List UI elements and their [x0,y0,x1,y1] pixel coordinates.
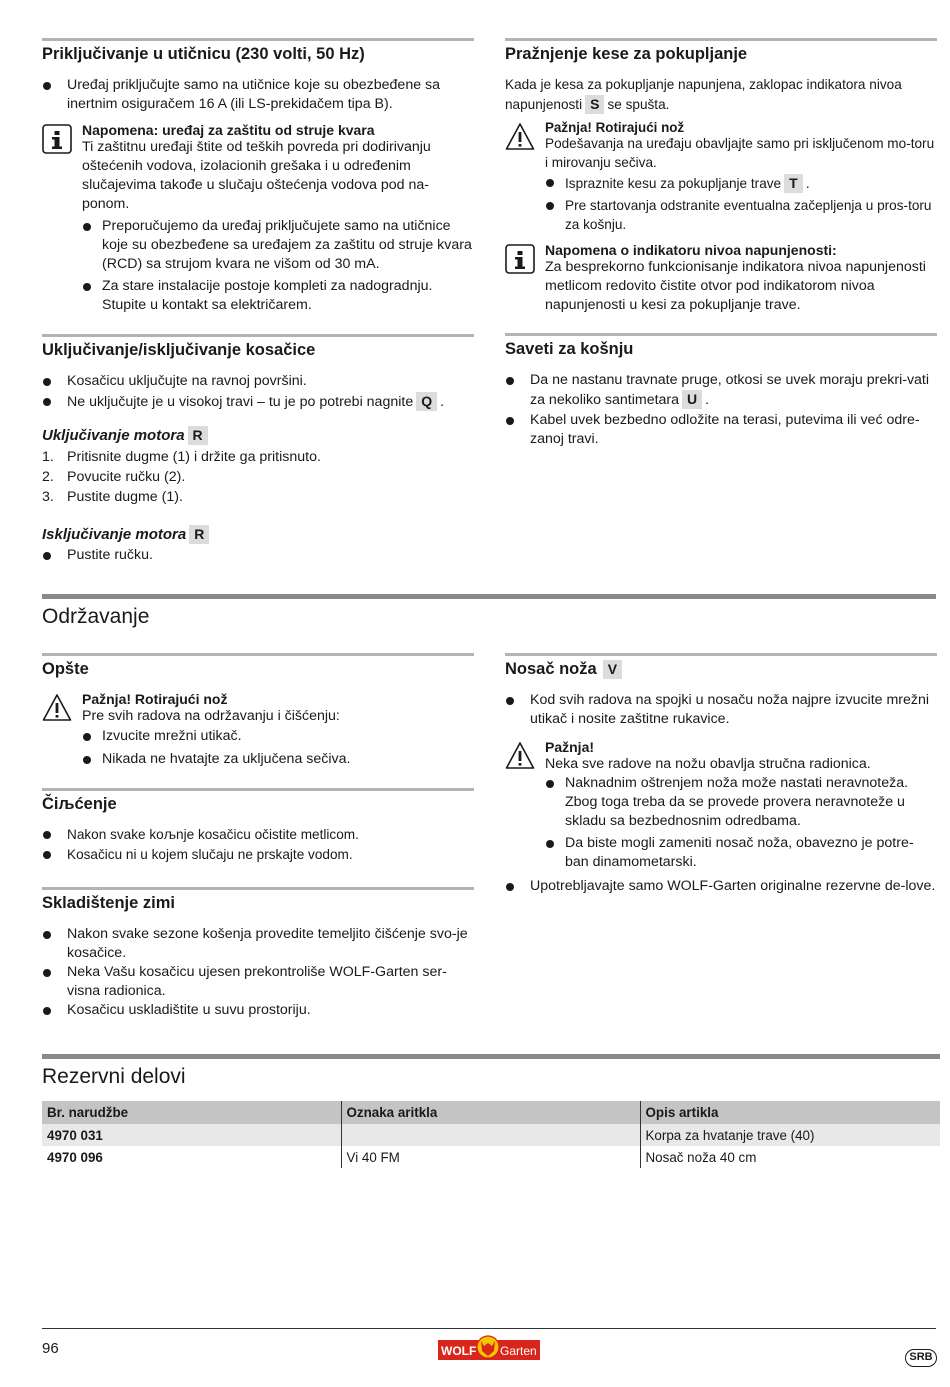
list-item: Nakon svake koљnje kosačicu očistite metlicom. [42,826,474,845]
warning-text: Podešavanja na uređaju obavljajte samo pri isključenom mo-toru i mirovanju sečiva. [545,136,935,170]
table-row [42,1124,940,1146]
warning-note [505,739,937,872]
warning-title: Pažnja! Rotirajući nož [82,691,228,707]
logo-text-left: WOLF [441,1344,477,1358]
figure-ref-badge: U [682,390,702,409]
footer-rule [42,1328,936,1329]
section-title-cleaning: Čiљćenje [42,795,117,813]
section-title-mains: Priključivanje u utičnicu (230 volti, 50 Hz) [42,45,365,63]
left-column-top [42,38,474,565]
spare-parts-table [42,1101,940,1168]
list-item: Nakon svake sezone košenja provedite temeljito čišćenje svo-je kosačice. [42,925,474,963]
figure-ref-badge: Q [416,392,437,411]
numbered-step [42,447,474,467]
page-number: 96 [42,1340,59,1357]
list-item: Nikada ne hvatajte za uključena sečiva. [82,750,474,769]
wolf-garten-logo [438,1334,540,1362]
column-header: Br. narudžbe [42,1101,341,1124]
table-header-row [42,1101,940,1124]
warning-title: Pažnja! [545,739,595,755]
step-number: 3. [42,489,54,505]
table-cell: Vi 40 FM [341,1146,640,1168]
warning-icon [42,693,72,723]
paragraph [505,76,937,114]
warning-note [505,120,937,234]
list-item: Kosačicu uključujte na ravnoj površini. [42,372,474,391]
paragraph-text: se spušta. [607,96,670,112]
list-item: Kabel uvek bezbedno odložite na terasi, putevima ili već odre-zanoj travi. [505,411,937,449]
column-header: Opis artikla [640,1101,940,1124]
table-cell: Nosač noža 40 cm [640,1146,940,1168]
section-title-switching: Uključivanje/isključivanje kosačice [42,341,316,359]
list-item-text: . [805,176,810,192]
table-cell [341,1124,640,1146]
maintenance-header [42,594,936,629]
figure-ref-badge: V [603,660,622,679]
chapter-rule [42,1054,940,1059]
list-item: Za stare instalacije postoje kompleti za nadogradnju. Stupite u kontakt sa električarem. [82,277,474,315]
note-text: Ti zaštitnu uređaji štite od teških povreda pri dodirivanju oštećenih vodova, izolacionih grešaka i u određenim slučajevima takođe u slučaju oštećenja vodova pod na-ponom. [82,139,431,212]
figure-ref-badge: R [189,525,209,544]
table-row [42,1146,940,1168]
section-title-winter-storage: Skladištenje zimi [42,894,175,912]
list-item-text: . [440,394,445,410]
list-item: Kosačicu ni u kojem slučaju ne prskajte vodom. [42,846,474,865]
list-item: Upotrebljavajte samo WOLF-Garten originalne rezervne de-love. [505,877,937,896]
list-item [545,174,937,194]
chapter-rule [42,594,936,599]
logo-text-right: Garten [500,1344,537,1358]
step-text: Povucite ručku (2). [67,469,186,485]
maintenance-left [42,653,474,1020]
section-title-blade-holder [505,660,937,679]
subheading-motor-off [42,525,474,544]
subheading-text: Isključivanje motora [42,526,187,543]
list-item-text: . [705,392,710,408]
table-cell: 4970 096 [47,1149,103,1165]
info-icon [505,244,535,274]
list-item: Naknadnim oštrenjem noža može nastati neravnoteža. Zbog toga treba da se provede provera neravnoteže u skladu sa bezbednosnim odredbama. [545,774,937,831]
section-rule [42,334,474,337]
section-rule [42,653,474,656]
subheading-text: Uključivanje motora [42,427,185,444]
table-cell: 4970 031 [42,1124,341,1146]
info-note [505,242,937,315]
section-title-emptying: Pražnjenje kese za pokupljanje [505,45,748,63]
section-rule [505,38,937,41]
right-column-top [505,38,937,449]
step-text: Pustite dugme (1). [67,489,183,505]
list-item: Pre startovanja odstranite eventualna začepljenja u pros-toru za košnju. [545,197,937,234]
list-item [42,392,474,412]
subheading-motor-on [42,426,474,445]
language-badge: SRB [905,1349,937,1367]
section-rule [505,333,937,336]
section-rule [42,887,474,890]
section-rule [42,788,474,791]
section-rule [42,38,474,41]
warning-icon [505,122,535,152]
warning-text: Pre svih radova na održavanju i čišćenju: [82,708,340,724]
note-text: Za besprekorno funkcionisanje indikatora nivoa napunjenosti metlicom redovito čistite otvor pod indikatorom nivoa napunjenosti u kesi za pokupljanje trave. [545,259,926,313]
chapter-title-spare-parts: Rezervni delovi [42,1065,186,1088]
section-rule [505,653,937,656]
warning-title: Pažnja! Rotirajući nož [545,120,685,135]
section-title-mowing-tips: Saveti za košnju [505,340,634,358]
note-title: Napomena: uređaj za zaštitu od struje kvara [82,122,375,138]
step-number: 1. [42,449,54,465]
column-header: Oznaka aritkla [341,1101,640,1124]
list-item-text: Ispraznite kesu za pokupljanje trave [565,176,782,191]
list-item: Uređaj priključujte samo na utičnice koje su obezbeđene sa inertnim osiguračem 16 A (ili LS-prekidačem tipa B). [42,76,474,114]
info-icon [42,124,72,154]
note-title: Napomena o indikatoru nivoa napunjenosti: [545,242,837,258]
maintenance-right [505,653,937,896]
figure-ref-badge: R [188,426,208,445]
chapter-title-maintenance: Održavanje [42,605,150,628]
section-title-text: Nosač noža [505,660,597,678]
warning-note [42,691,474,769]
list-item: Neka Vašu kosačicu ujesen prekontroliše WOLF-Garten ser-visna radionica. [42,963,474,1001]
list-item-text: Da ne nastanu travnate pruge, otkosi se uvek moraju prekri-vati za nekoliko santimetara [530,372,930,408]
list-item: Kod svih radova na spojki u nosaču noža najpre izvucite mrežni utikač i nosite zaštitne rukavice. [505,691,937,729]
warning-icon [505,741,535,771]
figure-ref-badge: S [585,95,604,114]
figure-ref-badge: T [784,174,803,193]
list-item: Preporučujemo da uređaj priključujete samo na utičnice koje su obezbeđene sa uređajem za zaštitu od struje kvara (RCD) sa strujom kvara ne višom od 30 mA. [82,217,474,274]
warning-text: Neka sve radove na nožu obavlja stručna radionica. [545,756,871,772]
step-text: Pritisnite dugme (1) i držite ga pritisnuto. [67,449,321,465]
list-item: Da biste mogli zameniti nosač noža, obavezno je potre-ban dinamometarski. [545,834,937,872]
section-title-general: Opšte [42,660,89,678]
table-cell: Korpa za hvatanje trave (40) [640,1124,940,1146]
spare-parts-section [42,1054,940,1168]
list-item: Pustite ručku. [42,546,474,565]
list-item [505,371,937,410]
list-item: Kosačicu uskladištite u suvu prostoriju. [42,1001,474,1020]
list-item: Izvucite mrežni utikač. [82,727,474,746]
step-number: 2. [42,469,54,485]
list-item-text: Ne uključujte je u visokoj travi – tu je po potrebi nagnite [67,394,414,410]
info-note [42,122,474,315]
numbered-step [42,467,474,487]
paragraph-text: Kada je kesa za pokupljanje napunjena, zaklopac indikatora nivoa napunjenosti [505,77,902,112]
numbered-step [42,487,474,507]
